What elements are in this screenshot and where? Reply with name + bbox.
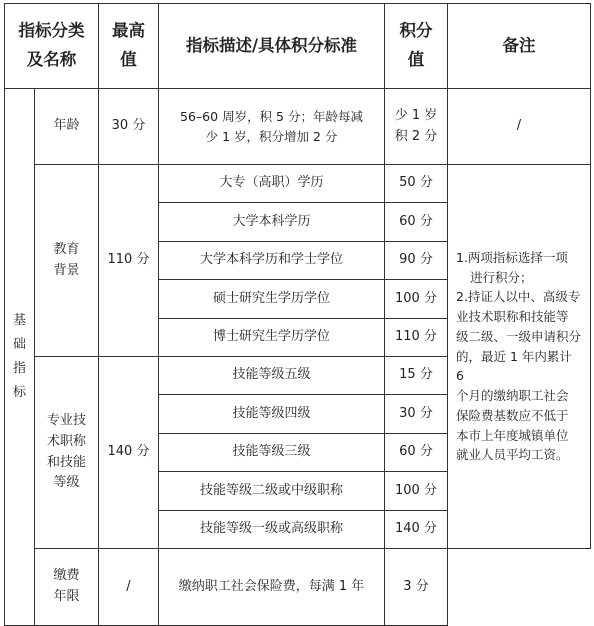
skill-item-desc: 技能等级二级或中级职称 — [159, 472, 385, 511]
skill-name-line3: 和技能 — [46, 454, 86, 470]
insurance-name-line1: 缴费 — [53, 568, 80, 584]
age-desc — [159, 89, 385, 165]
remark-note-line: 进行积分； — [470, 269, 533, 285]
skill-item-desc: 技能等级四级 — [159, 395, 385, 434]
header-category — [5, 4, 99, 89]
education-item-desc: 硕士研究生学历学位 — [159, 280, 385, 319]
skill-item-score: 30 分 — [385, 395, 448, 434]
education-item-score: 50 分 — [385, 165, 448, 203]
insurance-score: 3 分 — [385, 549, 448, 626]
skill-item-desc: 技能等级五级 — [159, 357, 385, 395]
education-item-score: 110 分 — [385, 319, 448, 357]
education-name-line2: 背景 — [53, 262, 80, 278]
remark-note-line: 就业人员平均工资。 — [456, 447, 569, 463]
group-char: 础 — [12, 336, 26, 352]
header-desc: 指标描述/具体积分标准 — [159, 4, 385, 89]
education-max: 110 分 — [99, 165, 159, 357]
skill-name-line2: 术职称 — [46, 433, 86, 449]
education-item-desc: 博士研究生学历学位 — [159, 319, 385, 357]
skill-item-desc: 技能等级三级 — [159, 434, 385, 472]
header-category-line2: 及名称 — [26, 50, 77, 69]
insurance-name — [35, 549, 99, 626]
header-score-line2: 值 — [407, 50, 425, 69]
skill-max: 140 分 — [99, 357, 159, 549]
group-char: 标 — [12, 385, 26, 401]
remark-note-line: 个月的缴纳职工社会 — [456, 388, 569, 404]
education-name — [35, 165, 99, 357]
age-name: 年龄 — [35, 89, 99, 165]
age-remark: / — [448, 89, 591, 165]
education-item-desc: 大学本科学历 — [159, 203, 385, 242]
skill-name-line1: 专业技 — [46, 412, 86, 428]
table-row — [5, 549, 591, 626]
age-desc-line2: 少 1 岁，积分增加 2 分 — [205, 128, 338, 144]
education-item-desc: 大学本科学历和学士学位 — [159, 242, 385, 280]
header-remark: 备注 — [448, 4, 591, 89]
header-category-line1: 指标分类 — [18, 21, 85, 41]
skill-item-score: 15 分 — [385, 357, 448, 395]
header-max-line1: 最高 — [112, 21, 145, 41]
insurance-max: / — [99, 549, 159, 626]
education-name-line1: 教育 — [53, 241, 80, 257]
header-max — [99, 4, 159, 89]
remark-note-line: 2.持证人以中、高级专 — [456, 289, 581, 305]
skill-name — [35, 357, 99, 549]
group-label — [5, 89, 35, 626]
education-item-score: 100 分 — [385, 280, 448, 319]
age-score-line1: 少 1 岁 — [394, 107, 438, 123]
header-score-line1: 积分 — [399, 21, 433, 41]
insurance-name-line2: 年限 — [53, 589, 80, 604]
remark-note-line: 级二级、一级申请积分 — [456, 328, 582, 344]
skill-name-line4: 等级 — [53, 475, 80, 491]
table-row — [5, 89, 591, 165]
header-row — [5, 4, 591, 89]
age-score-line2: 积 2 分 — [394, 128, 438, 144]
remark-note-line: 保险费基数应不低于 — [456, 407, 569, 423]
remark-note-line: 业技术职称和技能等 — [456, 309, 569, 325]
remark-note — [448, 165, 591, 549]
header-max-line2: 值 — [120, 50, 137, 69]
remark-note-line: 1.两项指标选择一项 — [456, 249, 568, 265]
skill-item-desc: 技能等级一级或高级职称 — [159, 511, 385, 549]
skill-item-score: 60 分 — [385, 434, 448, 472]
group-char: 基 — [12, 312, 26, 328]
age-desc-line1: 56–60 周岁，积 5 分；年龄每减 — [180, 108, 363, 124]
header-score — [385, 4, 448, 89]
insurance-desc: 缴纳职工社会保险费，每满 1 年 — [159, 549, 385, 626]
education-item-score: 60 分 — [385, 203, 448, 242]
skill-item-score: 140 分 — [385, 511, 448, 549]
table-row — [5, 165, 591, 203]
skill-item-score: 100 分 — [385, 472, 448, 511]
education-item-desc: 大专（高职）学历 — [159, 165, 385, 203]
remark-note-line: 的，最近 1 年内累计 6 — [456, 348, 572, 384]
remark-note-line: 本市上年度城镇单位 — [456, 427, 569, 443]
group-char: 指 — [12, 361, 26, 376]
points-table — [4, 3, 591, 626]
age-score — [385, 89, 448, 165]
education-item-score: 90 分 — [385, 242, 448, 280]
age-max: 30 分 — [99, 89, 159, 165]
